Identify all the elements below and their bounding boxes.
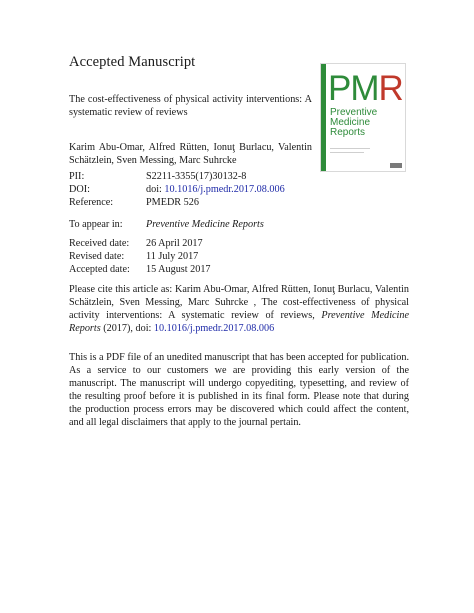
metadata-label: To appear in: bbox=[69, 219, 123, 230]
metadata-label: PII: bbox=[69, 171, 85, 182]
metadata-row-reference bbox=[69, 196, 269, 209]
metadata-label: Reference: bbox=[69, 197, 114, 208]
citation-journal: Preventive Medicine Reports bbox=[69, 310, 409, 334]
metadata-value: Preventive Medicine Reports bbox=[146, 219, 264, 230]
metadata-value: PMEDR 526 bbox=[146, 197, 199, 208]
metadata-row-revised bbox=[69, 250, 269, 263]
metadata-block-identifiers bbox=[69, 170, 285, 209]
journal-cover-image bbox=[320, 63, 406, 172]
metadata-row-received bbox=[69, 237, 269, 250]
metadata-value: 15 August 2017 bbox=[146, 264, 211, 275]
article-title: The cost-effectiveness of physical activity interventions: A systematic review of reviews bbox=[69, 94, 312, 118]
citation-doi-link[interactable]: 10.1016/j.pmedr.2017.08.006 bbox=[153, 323, 275, 334]
author-list: Karim Abu-Omar, Alfred Rütten, Ionuţ Burlacu, Valentin Schätzlein, Sven Messing, Marc Suhrcke bbox=[69, 142, 312, 166]
metadata-label: Revised date: bbox=[69, 251, 125, 262]
cover-divider bbox=[330, 148, 370, 149]
cover-divider bbox=[330, 152, 364, 153]
cover-side-bar bbox=[321, 64, 326, 171]
cover-journal-name: Preventive Medicine Reports bbox=[330, 107, 378, 138]
metadata-value: S2211-3355(17)30132-8 bbox=[146, 171, 247, 182]
metadata-row-appear-in bbox=[69, 218, 269, 231]
page-heading: Accepted Manuscript bbox=[69, 54, 196, 70]
metadata-value: 11 July 2017 bbox=[146, 251, 199, 262]
metadata-block-dates bbox=[69, 237, 269, 276]
metadata-label: Accepted date: bbox=[69, 264, 130, 275]
metadata-value: 26 April 2017 bbox=[146, 238, 203, 249]
disclaimer-paragraph: This is a PDF file of an unedited manuscript that has been accepted for publication. As a service to our customers we are providing this early version of the manuscript. The manuscript will undergo copyediting, typesetting, and review of the resulting proof before it is published in its final form. Please note that during the production process errors may be discovered which could affect the content, and all legal disclaimers that apply to the journal pertain. bbox=[69, 352, 409, 428]
metadata-row-pii bbox=[69, 170, 269, 183]
citation-paragraph: Please cite this article as: Karim Abu-Omar, Alfred Rütten, Ionuţ Burlacu, Valentin Schätzlein, Sven Messing, Marc Suhrcke , The cost-effectiveness of physical activity interventions: A systematic review of reviews, Preventive Medicine Reports (2017), doi: 10.1016/j.pmedr.2017.08.006 bbox=[69, 284, 409, 334]
metadata-row-doi bbox=[69, 183, 285, 196]
cover-pmr-logo: PMR bbox=[328, 69, 403, 108]
metadata-block-journal bbox=[69, 218, 269, 231]
metadata-row-accepted bbox=[69, 263, 269, 276]
cover-barcode-icon bbox=[390, 163, 402, 168]
doi-link[interactable]: 10.1016/j.pmedr.2017.08.006 bbox=[164, 184, 285, 195]
metadata-label: Received date: bbox=[69, 238, 130, 249]
metadata-label: DOI: bbox=[69, 184, 90, 195]
metadata-value: doi: 10.1016/j.pmedr.2017.08.006 bbox=[146, 184, 285, 195]
